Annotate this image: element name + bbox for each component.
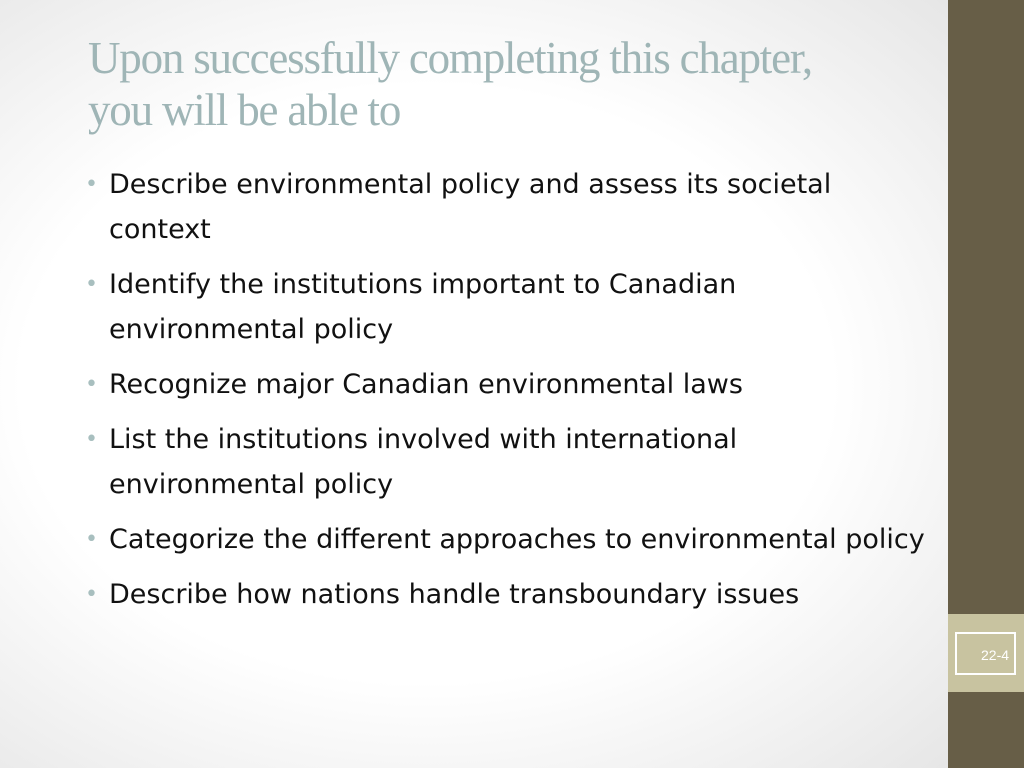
bullet-dot-icon: • [85,527,98,552]
bullet-dot-icon: • [85,272,98,297]
bullet-item [85,417,935,507]
bullet-text: Describe how nations handle transboundary issues [109,579,800,610]
bullet-dot-icon: • [85,582,98,607]
bullet-list [85,162,935,627]
bullet-item [85,362,935,407]
bullet-item [85,517,935,562]
bullet-text: Recognize major Canadian environmental laws [109,369,743,400]
bullet-dot-icon: • [85,427,98,452]
bullet-dot-icon: • [85,372,98,397]
bullet-text: Identify the institutions important to Canadian environmental policy [109,269,737,345]
bullet-text: Describe environmental policy and assess its societal context [109,169,832,245]
bullet-item [85,572,935,617]
bullet-item [85,162,935,252]
bullet-dot-icon: • [85,172,98,197]
page-number: 22-4 [981,647,1010,663]
bullet-text: List the institutions involved with international environmental policy [109,424,738,500]
bullet-item [85,262,935,352]
bullet-text: Categorize the different approaches to environmental policy [109,524,925,555]
slide-title: Upon successfully completing this chapter, you will be able to [88,33,812,135]
